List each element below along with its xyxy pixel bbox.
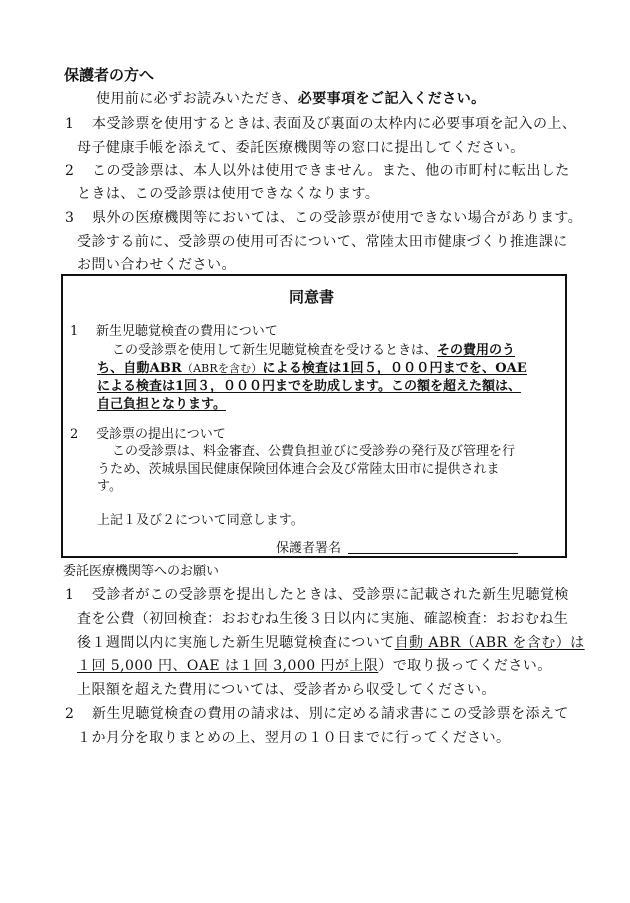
consent-item-1-line-3: による検査は1回３，０００円までを助成します。この額を超えた額は、 (97, 379, 522, 394)
guardian-item-1-line-1: 本受診票を使用するときは､表面及び裏面の太枠内に必要事項を記入の上、 (92, 116, 577, 132)
institutions-item-1-line-4-plain: ）で取り扱ってください。 (378, 658, 552, 674)
guardian-item-3-num: 3 (65, 210, 74, 226)
guardian-item-3-line-3: お問い合わせください。 (77, 257, 236, 273)
institutions-item-1-num: 1 (65, 587, 74, 603)
consent-item-1-line-1-plain: この受診票を使用して新生児聴覚検査を受けるときは、 (112, 343, 438, 358)
consent-title: 同意書 (289, 288, 335, 306)
institutions-item-1-line-4 (77, 659, 552, 673)
consent-item-1-num: 1 (70, 324, 79, 339)
consent-item-2-line-1: この受診票は、料金審査、公費負担並びに受診券の発行及び管理を行 (112, 444, 516, 459)
consent-item-1-heading: 新生児聴覚検査の費用について (96, 324, 278, 339)
signature-label: 保護者署名 (276, 541, 342, 556)
institutions-item-2-num: 2 (65, 706, 74, 722)
consent-item-1-line-2-a: ち、自動ABR (97, 361, 182, 376)
institutions-item-1-line-3 (77, 636, 585, 650)
guardian-item-2-line-1: この受診票は、本人以外は使用できません。また、他の市町村に転出した (92, 163, 570, 179)
guardian-heading: 保護者の方へ (64, 66, 155, 84)
consent-item-1-line-2-b: （ABRを含む） (181, 362, 263, 375)
consent-item-2-line-2: うため、茨城県国民健康保険団体連合会及び常陸太田市に提供されま (97, 462, 500, 477)
guardian-item-1-num: 1 (65, 116, 74, 132)
institutions-heading: 委託医療機関等へのお願い (63, 564, 220, 579)
institutions-item-2-line-2: １か月分を取りまとめの上、翌月の１０日までに行ってください。 (77, 730, 511, 746)
guardian-item-2-line-2: ときは、この受診票は使用できなくなります。 (77, 186, 380, 202)
guardian-intro-bold: 必要事項をご記入ください。 (297, 91, 486, 107)
institutions-item-2-line-1: 新生児聴覚検査の費用の請求は、別に定める請求書にこの受診票を添えて (92, 706, 569, 722)
consent-item-1-line-2-c: による検査は1回５，０００円までを、OAE (262, 361, 527, 376)
guardian-item-3-line-2: 受診する前に、受診票の使用可否について、常陸太田市健康づくり推進課に (77, 234, 568, 250)
consent-agree: 上記１及び２について同意します。 (97, 513, 304, 528)
consent-item-1-line-2 (97, 362, 527, 375)
institutions-item-1-line-1: 受診者がこの受診票を提出したときは、受診票に記載された新生児聴覚検 (92, 587, 569, 603)
guardian-intro-plain: 使用前に必ずお読みいただき、 (96, 91, 298, 107)
guardian-item-2-num: 2 (65, 163, 74, 179)
consent-item-2-line-3: す。 (97, 479, 122, 494)
consent-item-1-line-1 (112, 344, 515, 357)
guardian-item-3-line-1: 県外の医療機関等においては、この受診票が使用できない場合があります。 (92, 210, 583, 226)
signature-line (348, 553, 518, 554)
consent-item-1-line-4: 自己負担となります。 (97, 397, 226, 412)
consent-item-1-line-1-bold: その費用のう (437, 343, 516, 358)
institutions-item-1-line-3-underline: 自動 ABR（ABR を含む）は (394, 635, 585, 651)
guardian-item-1-line-2: 母子健康手帳を添えて、委託医療機関等の窓口に提出してください。 (77, 140, 525, 156)
institutions-item-1-line-2: 査を公費（初回検査：おおむね生後３日以内に実施、確認検査：おおむね生 (77, 611, 569, 627)
institutions-item-1-line-4-underline: １回 5,000 円、OAE は１回 3,000 円が上限 (77, 658, 379, 674)
institutions-item-1-line-3-plain: 後１週間以内に実施した新生児聴覚検査について (77, 635, 395, 651)
institutions-item-1-line-5: 上限額を超えた費用については、受診者から収受してください。 (77, 682, 496, 698)
consent-item-2-num: 2 (70, 427, 79, 442)
consent-item-2-heading: 受診票の提出について (96, 427, 226, 442)
guardian-intro (96, 92, 486, 106)
